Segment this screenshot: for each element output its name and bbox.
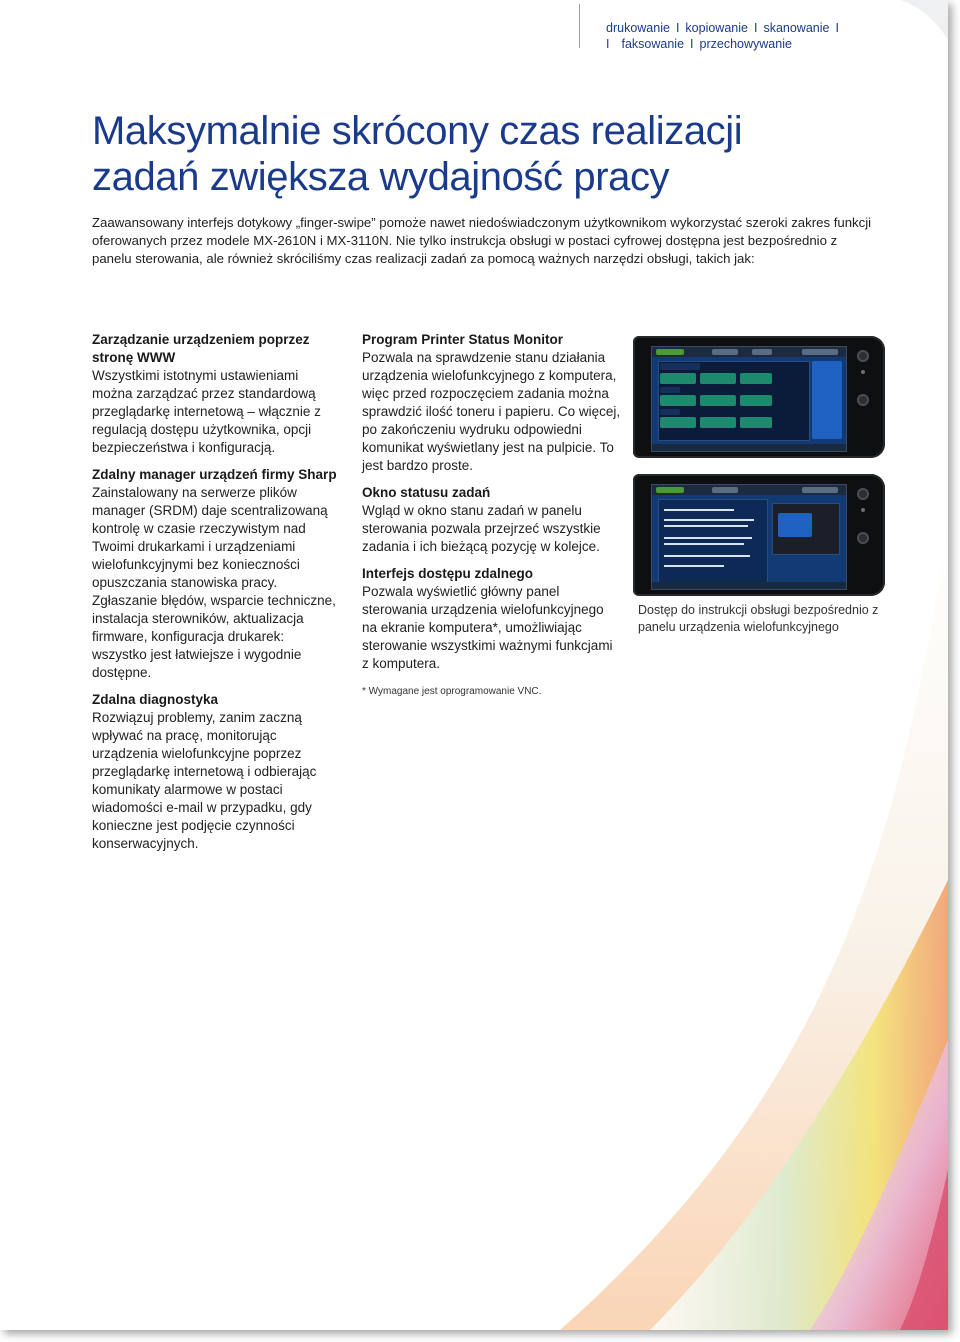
column-right	[638, 602, 888, 636]
feature-remote-access	[362, 565, 622, 673]
feature-heading: Zdalny manager urządzeń firmy Sharp	[92, 467, 337, 482]
screen-status-bar	[652, 347, 846, 357]
home-button-icon	[857, 394, 869, 406]
topic-printing: drukowanie	[606, 21, 670, 35]
feature-text: Rozwiązuj problemy, zanim zaczną wpływać na pracę, monitorując urządzenia wielofunkcyjne poprzez przeglądarkę internetową i odbierając komunikaty alarmowe w postaci wiadomości e-mail w przypadku, gdy konieczne jest podjęcie czynności konserwacyjnych.	[92, 710, 317, 851]
panel-screen-copy-help	[651, 484, 847, 590]
feature-job-status-window	[362, 484, 622, 556]
topic-separator: I	[675, 21, 680, 35]
topic-faxing: faksowanie	[621, 37, 685, 51]
page-title-line-1: Maksymalnie skrócony czas realizacji	[92, 109, 743, 153]
panel-screen-home	[651, 346, 847, 452]
feature-printer-status-monitor	[362, 331, 622, 475]
feature-text: Zainstalowany na serwerze plików manager (SRDM) daje scentralizowaną kontrolę w czasie rzeczywistym nad Twoimi drukarkami i urządzeniami wielofunkcyjnymi bez konieczności opuszczania stanowiska pracy. Zgłaszanie błędów, wsparcie techniczne, instalacja sterowników, aktualizacja firmware, konfiguracja drukarek: wszystko jest łatwiejsze i wygodnie dostępne.	[92, 485, 336, 680]
column-middle	[362, 331, 622, 698]
feature-text: Wszystkimi istotnymi ustawieniami można zarządzać przez standardową przeglądarkę internetową – włącznie z regulacją dostępu użytkownika, opcji bezpieczeństwa i konfiguracją.	[92, 368, 321, 455]
topic-storage: przechowywanie	[699, 37, 792, 51]
feature-text: Pozwala na sprawdzenie stanu działania urządzenia wielofunkcyjnego z komputera, więc przed rozpoczęciem zadania można sprawdzić ilość toneru i papieru. Co więcej, po zakończeniu wydruku odpowiedni komunikat wyświetlany jest na pulpicie. To jest bardzo proste.	[362, 350, 621, 473]
intro-paragraph: Zaawansowany interfejs dotykowy „finger-swipe” pomoże nawet niedoświadczonym użytkownikom wykorzystać szeroki zakres funkcji oferowanych przez modele MX-2610N i MX-3110N. Nie tylko instrukcja obsługi w postaci cyfrowej dostępna jest bezpośrednio z panelu sterowania, ale również skróciliśmy czas realizacji zadań za pomocą ważnych narzędzi obsługi, takich jak:	[92, 215, 872, 266]
screen-status-bar	[652, 485, 846, 495]
topic-nav-line-1	[606, 20, 845, 36]
topic-nav	[606, 20, 845, 52]
home-button-icon	[857, 532, 869, 544]
header-divider	[579, 4, 580, 48]
footnote: * Wymagane jest oprogramowanie VNC.	[362, 686, 542, 697]
page-title-line-2: zadań zwiększa wydajność pracy	[92, 155, 670, 199]
topic-separator: I	[606, 37, 610, 51]
feature-heading: Zarządzanie urządzeniem poprzez stronę WWW	[92, 332, 310, 365]
control-panel-photo	[633, 336, 885, 458]
topic-scanning: skanowanie	[763, 21, 830, 35]
copy-screen-photo	[633, 474, 885, 596]
feature-text: Wgląd w okno stanu zadań w panelu sterowania pozwala przejrzeć wszystkie zadania i ich bieżącą pozycję w kolejce.	[362, 503, 601, 554]
power-button-icon	[857, 350, 869, 362]
topic-nav-line-2	[606, 36, 845, 52]
feature-text: Pozwala wyświetlić główny panel sterowania urządzenia wielofunkcyjnego na ekranie komputera*, umożliwiając sterowanie wszystkimi ważnymi funkcjami z komputera.	[362, 584, 613, 671]
photo-caption: Dostęp do instrukcji obsługi bezpośrednio z panelu urządzenia wielofunkcyjnego	[638, 603, 879, 634]
topic-copying: kopiowanie	[685, 21, 748, 35]
feature-heading: Interfejs dostępu zdalnego	[362, 566, 534, 581]
column-left	[92, 331, 342, 862]
feature-web-management	[92, 331, 342, 457]
feature-sharp-remote-manager	[92, 466, 342, 682]
topic-separator: I	[690, 37, 694, 51]
feature-heading: Zdalna diagnostyka	[92, 692, 219, 707]
topic-separator: I	[753, 21, 758, 35]
feature-heading: Program Printer Status Monitor	[362, 332, 564, 347]
topic-separator: I	[835, 21, 839, 35]
feature-remote-diagnostics	[92, 691, 342, 853]
power-button-icon	[857, 488, 869, 500]
feature-heading: Okno statusu zadań	[362, 485, 491, 500]
page-title	[92, 108, 742, 200]
